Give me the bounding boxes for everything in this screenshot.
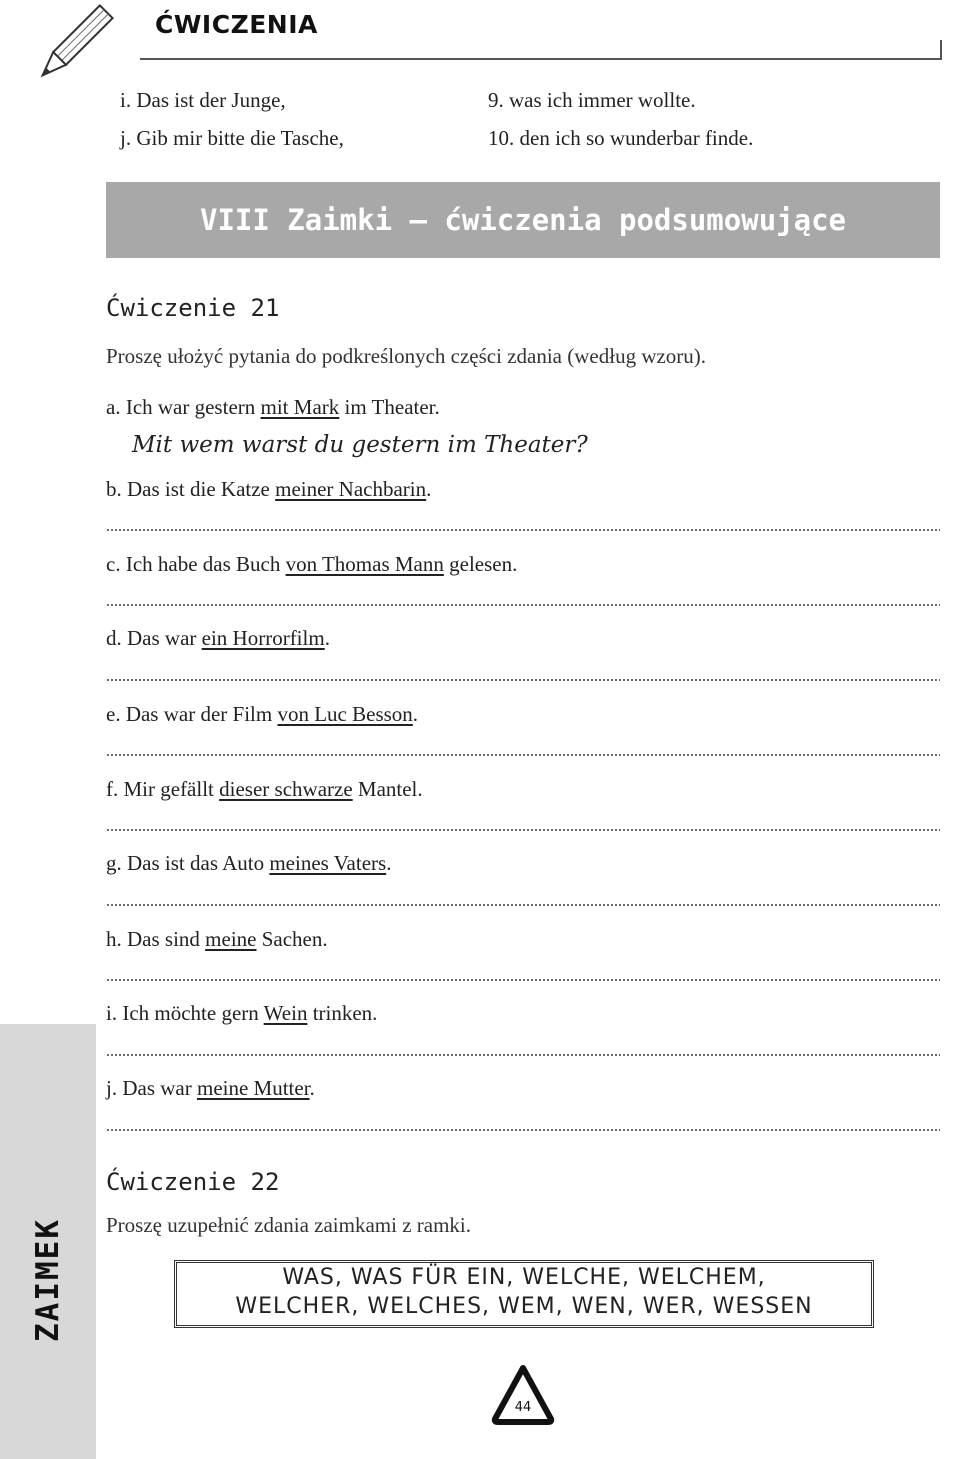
header-rule-corner: [940, 40, 942, 60]
answer-line-f[interactable]: [106, 828, 940, 832]
exercise-item-b: b. Das ist die Katze meiner Nachbarin.: [106, 477, 432, 501]
page-number: 44: [514, 1400, 532, 1415]
word-box-line-1: WAS, WAS FÜR EIN, WELCHE, WELCHEM,: [282, 1265, 766, 1290]
exercise-item-i: i. Ich möchte gern Wein trinken.: [106, 1001, 378, 1025]
carryover-right-9: 9. was ich immer wollte.: [488, 88, 696, 112]
answer-line-i[interactable]: [106, 1053, 940, 1057]
exercise-item-g: g. Das ist das Auto meines Vaters.: [106, 851, 392, 875]
exercise-21-heading: Ćwiczenie 21: [106, 294, 280, 322]
header-rule: [140, 58, 942, 60]
exercise-21-instruction: Proszę ułożyć pytania do podkreślonych części zdania (według wzoru).: [106, 344, 707, 368]
answer-line-g[interactable]: [106, 903, 940, 907]
exercise-item-a: a. Ich war gestern mit Mark im Theater.: [106, 395, 440, 419]
answer-line-e[interactable]: [106, 753, 940, 757]
carryover-left-i: i. Das ist der Junge,: [120, 88, 286, 112]
exercise-22-heading: Ćwiczenie 22: [106, 1168, 280, 1196]
exercise-item-d: d. Das war ein Horrorfilm.: [106, 626, 330, 650]
word-box-line-2: WELCHER, WELCHES, WEM, WEN, WER, WESSEN: [235, 1294, 813, 1319]
exercise-item-f: f. Mir gefällt dieser schwarze Mantel.: [106, 777, 423, 801]
exercise-22-instruction: Proszę uzupełnić zdania zaimkami z ramki.: [106, 1213, 472, 1237]
carryover-right-10: 10. den ich so wunderbar finde.: [488, 126, 754, 150]
chapter-sidebar-label: ZAIMEK: [30, 1218, 66, 1342]
page-header-title: ĆWICZENIA: [155, 10, 318, 39]
answer-line-j[interactable]: [106, 1128, 940, 1132]
answer-line-d[interactable]: [106, 678, 940, 682]
carryover-left-j: j. Gib mir bitte die Tasche,: [120, 126, 344, 150]
example-answer: Mit wem warst du gestern im Theater?: [132, 432, 588, 458]
exercise-item-e: e. Das war der Film von Luc Besson.: [106, 702, 419, 726]
page-number-triangle-icon: [490, 1362, 556, 1428]
exercise-item-h: h. Das sind meine Sachen.: [106, 927, 328, 951]
word-box: [174, 1260, 874, 1328]
section-banner: [106, 182, 940, 258]
exercise-item-j: j. Das war meine Mutter.: [106, 1076, 315, 1100]
exercise-item-c: c. Ich habe das Buch von Thomas Mann gelesen.: [106, 552, 518, 576]
answer-line-c[interactable]: [106, 603, 940, 607]
answer-line-h[interactable]: [106, 978, 940, 982]
answer-line-b[interactable]: [106, 528, 940, 532]
section-banner-title: VIII Zaimki – ćwiczenia podsumowujące: [199, 203, 846, 237]
pencil-icon: [28, 0, 118, 90]
